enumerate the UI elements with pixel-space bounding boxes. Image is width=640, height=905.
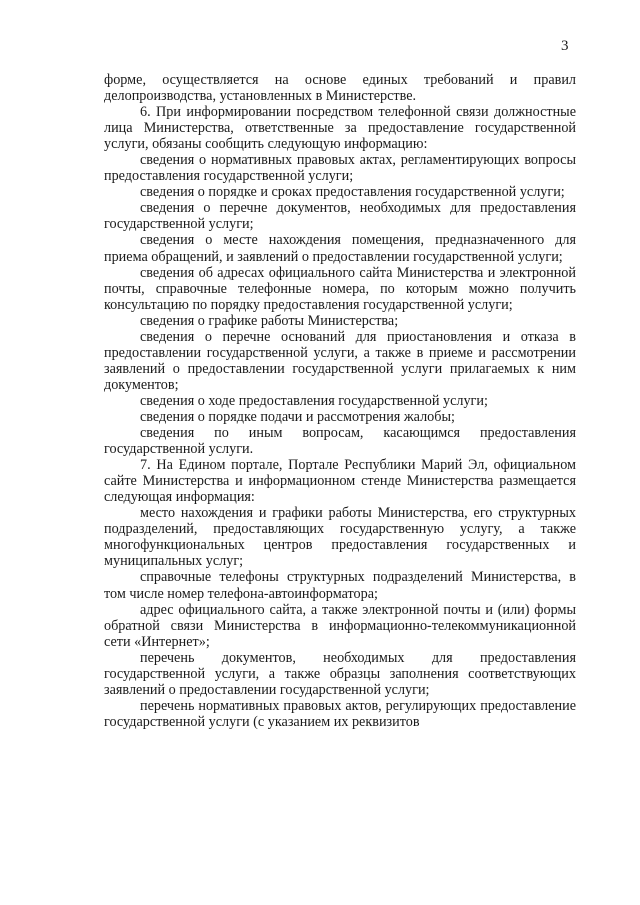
- paragraph-info-normative-acts: сведения о нормативных правовых актах, регламентирующих вопросы предоставления государственной услуги;: [104, 152, 576, 185]
- paragraph-info-documents: сведения о перечне документов, необходимых для предоставления государственной услуги;: [104, 200, 576, 233]
- paragraph-documents-list: перечень документов, необходимых для предоставления государственной услуги, а также образцы заполнения соответствующих заявлений о предоставлении государственной услуги;: [104, 649, 576, 698]
- document-body: [104, 72, 576, 730]
- paragraph-legal-acts-list: перечень нормативных правовых актов, регулирующих предоставление государственной услуги (с указанием их реквизитов: [104, 697, 576, 730]
- paragraph-info-terms: сведения о порядке и сроках предоставления государственной услуги;: [140, 184, 565, 201]
- paragraph-info-schedule: сведения о графике работы Министерства;: [140, 312, 399, 329]
- paragraph-info-location: сведения о месте нахождения помещения, предназначенного для приема обращений, и заявлений о предоставлении государственной услуги;: [104, 232, 576, 265]
- paragraph-item-7: 7. На Едином портале, Портале Республики Марий Эл, официальном сайте Министерства и информационном стенде Министерства размещается следующая информация:: [104, 457, 576, 506]
- paragraph-info-refusal-grounds: сведения о перечне оснований для приостановления и отказа в предоставлении государственной услуги, а также в приеме и рассмотрении заявлений о предоставлении государственной услуги прилагаемых к ним документов;: [104, 328, 576, 393]
- paragraph-location-schedules: место нахождения и графики работы Министерства, его структурных подразделений, предоставляющих государственную услугу, а также многофункциональных центров предоставления государственных и муниципальных услуг;: [104, 505, 576, 570]
- paragraph-info-progress: сведения о ходе предоставления государственной услуги;: [140, 392, 488, 409]
- paragraph-info-other: сведения по иным вопросам, касающимся предоставления государственной услуги.: [104, 425, 576, 458]
- paragraph-phones: справочные телефоны структурных подразделений Министерства, в том числе номер телефона-автоинформатора;: [104, 569, 576, 602]
- paragraph-website-email: адрес официального сайта, а также электронной почты и (или) формы обратной связи Министерства в информационно-телекоммуникационной сети «Интернет»;: [104, 601, 576, 650]
- paragraph-info-complaints: сведения о порядке подачи и рассмотрения жалобы;: [140, 408, 455, 425]
- paragraph-continuation: форме, осуществляется на основе единых требований и правил делопроизводства, установленных в Министерстве.: [104, 72, 576, 105]
- paragraph-item-6: 6. При информировании посредством телефонной связи должностные лица Министерства, ответственные за предоставление государственной услуги, обязаны сообщить следующую информацию:: [104, 104, 576, 153]
- page-number: 3: [561, 38, 569, 54]
- paragraph-info-website: сведения об адресах официального сайта Министерства и электронной почты, справочные телефонные номера, по которым можно получить консультацию по порядку предоставления государственной услуги;: [104, 264, 576, 313]
